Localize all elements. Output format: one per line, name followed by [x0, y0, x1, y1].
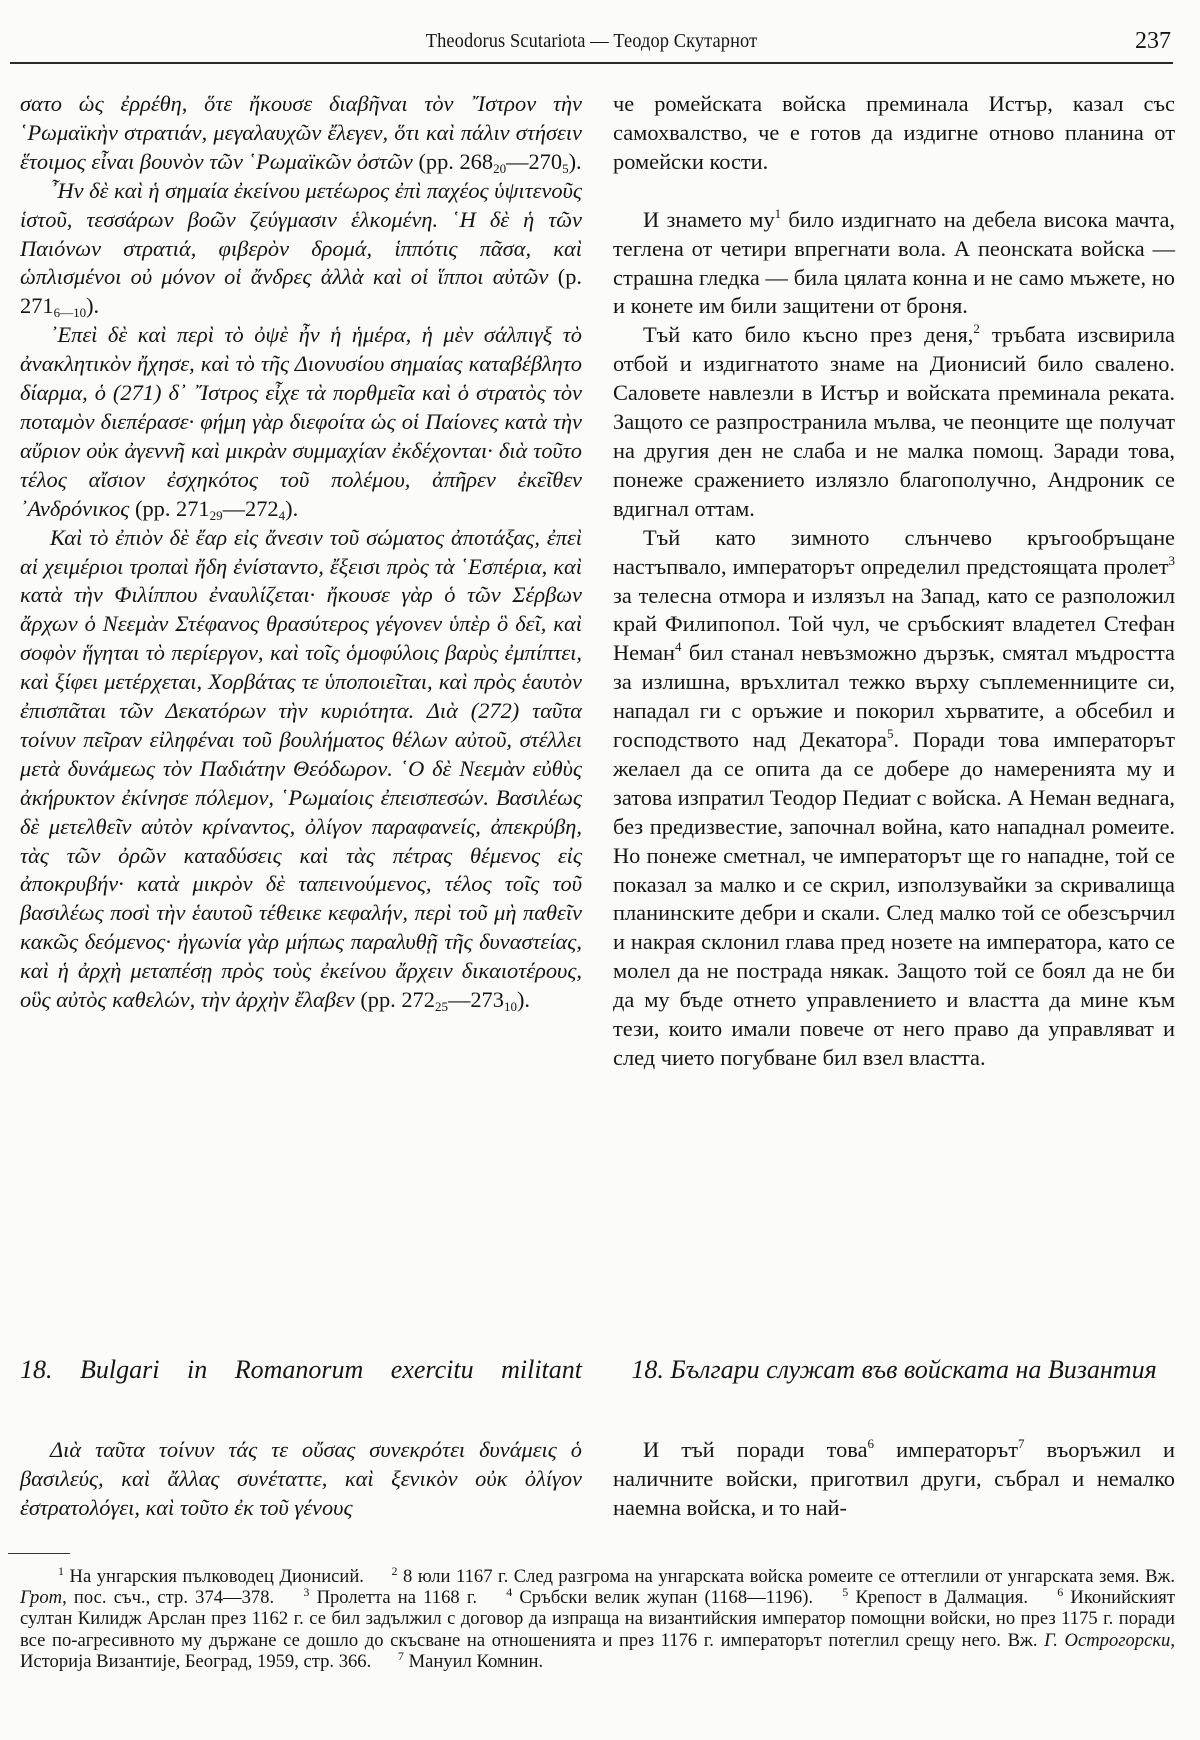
bulgarian-paragraph: И тъй поради това$^6$ императорът$^7$ въоръжил и наличните войски, приготвил други, събрал и немалко наемна войска, и то най-	[613, 1436, 1175, 1520]
footnote-number: 5	[842, 1585, 849, 1600]
footnote-1: На унгарския пълководец Дионисий.	[69, 1566, 364, 1587]
footnote-number: 6	[1057, 1585, 1064, 1600]
footnote-number: 1	[58, 1564, 64, 1578]
greek-text: ῏Ην δὲ καὶ ἡ σημαία ἐκείνου μετέωρος ἐπὶ παχέος ὑψιτενοῦς ἱστοῦ, τεσσάρων βοῶν ζεύγμασιν ἑλκομένη. ῾Η δὲ ἡ τῶν Παιόνων στρατιά, φιβερὸν δρομά, ἱππότις πᾶσα, καὶ ὡπλισμένοι οὐ μόνον οἱ ἄνδρες ἀλλὰ καὶ οἱ ἵπποι αὐτῶν	[20, 177, 582, 290]
greek-column-section18	[20, 1436, 582, 1523]
footnote-number: 4	[506, 1585, 513, 1600]
greek-paragraph	[20, 90, 582, 177]
running-header	[10, 28, 1173, 62]
footnote-number: 3	[303, 1585, 310, 1600]
cited-author: Грот	[20, 1587, 63, 1609]
footnote-2: 8 юли 1167 г. След разгрома на унгарската войска ромеите се оттеглили от унгарската земя. Вж.	[403, 1566, 1175, 1587]
footnote-3: Пролетта на 1168 г.	[316, 1587, 478, 1609]
footnote-rule	[8, 1553, 70, 1554]
footnote-ref[interactable]: 2	[973, 321, 980, 337]
greek-text: Καὶ τὸ ἐπιὸν δὲ ἔαρ εἰς ἄνεσιν τοῦ σώματος ἀποτάξας, ἐπεὶ αἱ χειμέριοι τροπαὶ ἤδη ἐνίσταντο, ἔξεισι πρὸς τὰ ῾Εσπέρια, καὶ κατὰ τὴν Φιλίππου ἐναυλίζεται· ἤκουσε γὰρ ὁ τῶν Σέρβων ἄρχων ὁ Νεεμὰν Στέφανος θρασύτερος γέγονεν ὑπὲρ ὃ δεῖ, καὶ σοφὸν ἥγηται τὸ περίεργον, καὶ τοῖς ὁμοφύλοις βαρὺς ἐμπίπτει, καὶ ξίφει μετέρχεται, Χορβάτας τε ὑποποιεῖται, καὶ πρὸς ἑαυτὸν ἐπισπᾶται τῶν Δεκατόρων τὴν κυριότητα. Διὰ (272) ταῦτα τοίνυν πεῖραν εἰληφέναι τοῦ βουλήματος θέλων αὐτοῦ, στέλλει μετὰ δυνάμεως τὸν Παδιάτην Θεόδωρον. ῾Ο δὲ Νεεμὰν εὐθὺς ἀκήρυκτον ἐκίνησε πόλεμον, ῾Ρωμαίοις ἐπεισπεσών. Βασιλέως δὲ μετελθεῖν αὐτὸν κρίναντος, ὀλίγον παραφανείς, ἀπεκρύβη, τὰς τῶν ὀρῶν καταδύσεις καὶ τὰς πέτρας θέμενος εἰς ἀποκρυβήν· κατὰ μικρὸν δὲ ταπεινούμενος, τέλος τοῖς τοῦ βασιλέως ποσὶ τὴν ἑαυτοῦ τέθεικε κεφαλήν, περὶ τοῦ μὴ παθεῖν κακῶς δεόμενος· ἠγωνία γὰρ μήπως παραλυθῇ τῆς δυναστείας, καὶ ἡ ἀρχὴ μεταπέσῃ πρὸς τοὺς ἐκείνου ἄρχειν δικαιοτέρους, οὓς αὐτὸς καθελών, τὴν ἀρχὴν ἔλαβεν	[20, 524, 582, 1013]
footnote-ref[interactable]: 6	[867, 1436, 875, 1451]
footnote-ref[interactable]: 7	[1018, 1436, 1025, 1451]
greek-column	[20, 90, 582, 1015]
bulgarian-paragraph: И знамето $му^1$ било издигнато на дебела висока мачта, теглена от четири впрегнати вола. А пеонската войска — страшна гледка — била цялата конна и не само мъжете, но и конете им били защитени от броня.	[613, 205, 1175, 319]
greek-paragraph: Διὰ ταῦτα τοίνυν τάς τε οὔσας συνεκρότει δυνάμεις ὁ βασιλεύς, καὶ ἄλλας συνέταττε, καὶ ξενικὸν οὐκ ὀλίγον ἐστρατολόγει, καὶ τοῦτο ἐκ τοῦ γένους	[20, 1437, 582, 1520]
running-title: Theodorus Scutariota — Теодор Скутарнот	[425, 30, 758, 52]
bulgarian-paragraph: Тъй като зимното слънчево кръгообръщане настъпвало, императорът определил предстоящата пролет$^3$ за телесна отмора и излязъл на Запад, като се разположил край Филипопол. Той чул, че сръбският владетел Стефан Неман$^4$ бил станал невъзможно дързък, смятал мъдростта за излишна, връхлитал тежко върху съплеменниците си, нападал ги с оръжие и покорил хърватите, а обсебил и господството над Декатора$^5$. Поради това императорът желаел да се опита да се добере до намеренията му и затова изпратил Теодор Педиат с войска. А Неман веднага, без предизвестие, започнал война, като нападнал ромеите. Но понеже сметнал, че императорът ще го нападне, той се показал за малко и се скрил, използувайки за скривалища планинските дебри и скали. След малко той се обезсърчил и накрая склонил глава пред нозете на императора, като се молел да не пострада някак. Защото той се боял да не би да му бъде отнето управлението и властта да мине към тези, които имали повече от него право да управляват и след чието погубване бил взел властта.	[613, 524, 1175, 1070]
greek-paragraph	[20, 524, 582, 1015]
bulgarian-column	[613, 90, 1175, 1073]
header-rule	[10, 62, 1173, 64]
page-reference: (pp. $272_{25}—273_{10}$).	[360, 987, 530, 1015]
footnote-7: Мануил Комнин.	[408, 1650, 544, 1672]
greek-paragraph	[20, 177, 582, 322]
footnote-ref[interactable]: 3	[1168, 552, 1175, 568]
section-heading-latin: 18. Bulgari in Romanorum exercitu militant	[20, 1355, 582, 1384]
page-reference: (pp. $271_{29}—272_4$).	[134, 495, 299, 523]
cited-author: Г. Острогорски	[1044, 1629, 1171, 1651]
greek-paragraph	[20, 321, 582, 523]
footnote-ref[interactable]: 5	[886, 726, 894, 742]
page-reference: (pp. $268_{20}—270_5$).	[418, 148, 582, 176]
footnote-number: 2	[391, 1564, 398, 1578]
footnote-4: Сръбски велик жупан (1168—1196).	[519, 1587, 814, 1609]
footnote-6: Иконийският султан Килидж Арслан през 1162 г. се бил задължил с договор да изпраща на византийския император помощни войски, но през 1175 г. поради все по-агресивното му държане се дошло до скъсване на отношенията и през 1176 г. императорът потеглил срещу него. Вж.	[20, 1587, 1175, 1651]
footnote-ref[interactable]: 4	[675, 639, 682, 655]
footnote-number: 7	[397, 1648, 404, 1663]
page-reference: (p. $271_{6—10}$).	[20, 264, 582, 321]
greek-text: ᾿Επεὶ δὲ καὶ περὶ τὸ ὀψὲ ἦν ἡ ἡμέρα, ἡ μὲν σάλπιγξ τὸ ἀνακλητικὸν ἤχησε, καὶ τὸ τῆς Διονυσίου σημαίας καταβέβλητο δίαρμα, ὁ (271) δ᾿ ῎Ιστρος εἶχε τὰ πορθμεῖα καὶ ὁ στρατὸς τὸν ποταμὸν διεπέρασε· φήμη γὰρ διεφοίτα ὡς οἱ Παίονες κατὰ τὴν αὔριον οὐκ ἀγεννῆ καὶ μικρὰν συμμαχίαν ἐκδέχονται· διὰ τοῦτο τέλος αἴσιον ἐσχηκότος τοῦ πολέμου, ἀπῆρεν ἐκεῖθεν ᾿Ανδρόνικος	[20, 322, 582, 521]
section-heading-bulgarian: 18. Българи служат във войската на Византия	[631, 1355, 1157, 1384]
page-number: 237	[1135, 28, 1171, 54]
footnote-block: $^1$ На унгарския пълководец Дионисий. $^2$ 8 юли 1167 г. След разгрома на унгарската войска ромеите се оттеглили от унгарската земя. Вж. Грот, пос. съч., стр. 374—378. $^3$ Пролетта на 1168 г. $^4$ Сръбски велик жупан (1168—1196). $^5$ Крепост в Далмация. $^6$ Иконийският султан Килидж Арслан през 1162 г. се бил задължил с договор да изпраща на византийския император помощни войски, но през 1175 г. поради все по-агресивното му държане се дошло до скъсване на отношенията и през 1176 г. императорът потеглил срещу него. Вж. Г. Острогорски, Историја Византије, Београд, 1959, стр. 366. $^7$ Мануил Комнин.	[20, 1564, 1175, 1672]
footnote-ref[interactable]: 1	[774, 205, 782, 221]
bulgarian-paragraph: че ромейската войска преминала Истър, казал със самохвалство, че е готов да издигне отново планина от ромейски кости.	[613, 91, 1175, 174]
footnote-5: Крепост в Далмация.	[855, 1587, 1029, 1609]
bulgarian-column-section18	[613, 1436, 1175, 1523]
bulgarian-paragraph: Тъй като било късно през деня,$^2$ тръбата изсвирила отбой и издигнатото знаме на Дионисий било свалено. Саловете навлезли в Истър и войската преминала реката. Защото се разпространила мълва, че пеонците ще получат на другия ден не слаба и не малка помощ. Заради това, понеже сражението излязло благополучно, Андроник се вдигнал оттам.	[613, 321, 1175, 521]
greek-text: σατο ὡς ἐρρέθη, ὅτε ἤκουσε διαβῆναι τὸν ῎Ιστρον τὴν ῾Ρωμαϊκὴν στρατιάν, μεγαλαυχῶν ἔλεγεν, ὅτι καὶ πάλιν στήσειν ἕτοιμος εἶναι βουνὸν τῶν ῾Ρωμαϊκῶν ὀστῶν	[20, 91, 582, 174]
footnotes	[20, 1566, 1175, 1672]
